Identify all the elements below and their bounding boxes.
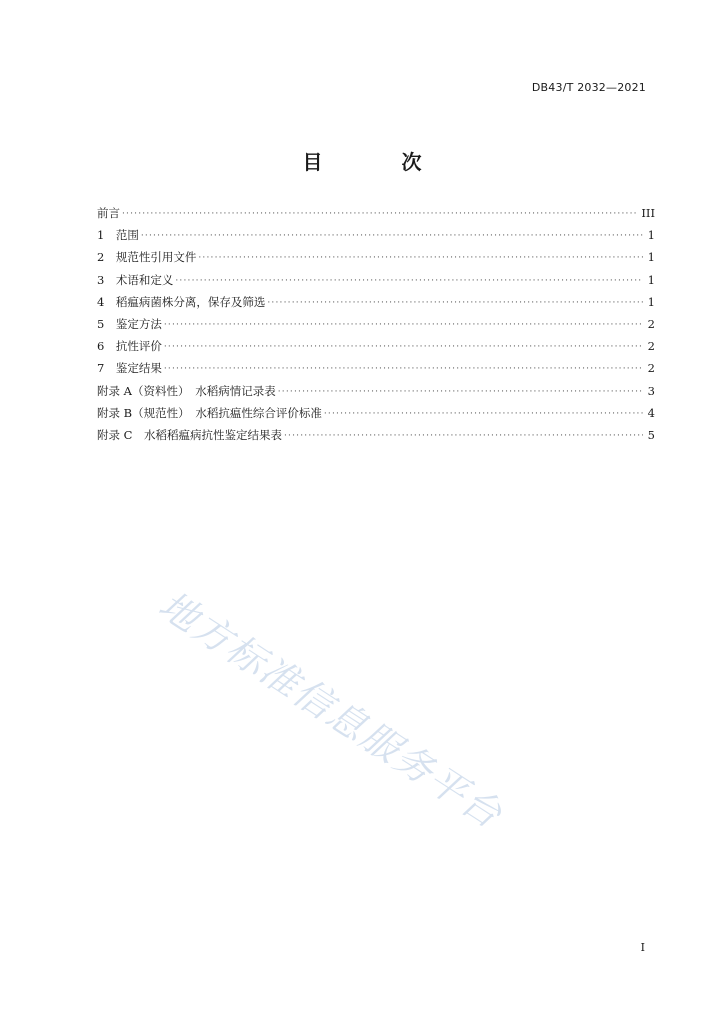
page-number: I <box>640 941 645 954</box>
toc-entry-foreword[interactable] <box>97 205 655 227</box>
toc-entry-page: 2 <box>647 361 655 376</box>
toc-leader-dots <box>164 365 643 374</box>
toc-leader-dots <box>141 232 643 241</box>
toc-entry-strain-isolation[interactable] <box>97 294 655 316</box>
toc-leader-dots <box>164 343 643 352</box>
toc-entry-label: 3 术语和定义 <box>97 272 174 287</box>
watermark: 地方标准信息服务平台 <box>151 582 511 838</box>
toc-entry-label: 附录 A（资料性） 水稻病情记录表 <box>97 383 276 398</box>
toc-entry-appendix-b[interactable] <box>97 405 655 427</box>
toc-entry-page: 2 <box>647 316 655 331</box>
toc-entry-label: 6 抗性评价 <box>97 339 162 354</box>
toc-leader-dots <box>164 321 643 330</box>
toc-leader-dots <box>284 432 643 441</box>
toc-entry-appendix-c[interactable] <box>97 427 655 449</box>
toc-entry-resistance-evaluation[interactable] <box>97 338 655 360</box>
toc-entry-appendix-a[interactable] <box>97 383 655 405</box>
toc-leader-dots <box>324 410 643 419</box>
toc-entry-page: 1 <box>647 228 655 243</box>
toc-entry-page: 1 <box>647 294 655 309</box>
toc-entry-page: 4 <box>647 405 655 420</box>
toc-entry-page: 1 <box>647 272 655 287</box>
toc-entry-page: III <box>641 206 655 220</box>
toc-entry-label: 2 规范性引用文件 <box>97 250 197 265</box>
toc-leader-dots <box>267 299 643 308</box>
toc-entry-label: 5 鉴定方法 <box>97 316 162 331</box>
toc-entry-page: 5 <box>647 427 655 442</box>
toc-entry-identification-method[interactable] <box>97 316 655 338</box>
table-of-contents <box>97 205 655 449</box>
toc-entry-label: 附录 C 水稻稻瘟病抗性鉴定结果表 <box>97 427 282 442</box>
document-code: DB43/T 2032—2021 <box>531 81 646 94</box>
toc-entry-label: 附录 B（规范性） 水稻抗瘟性综合评价标准 <box>97 405 322 420</box>
toc-entry-normative-references[interactable] <box>97 249 655 271</box>
toc-leader-dots <box>198 254 643 263</box>
toc-entry-page: 2 <box>647 339 655 354</box>
toc-entry-label: 前言 <box>97 206 120 220</box>
page-title: 目 次 <box>302 150 458 174</box>
toc-entry-label: 1 范围 <box>97 228 139 243</box>
toc-entry-label: 7 鉴定结果 <box>97 361 162 376</box>
toc-entry-terms-definitions[interactable] <box>97 272 655 294</box>
toc-entry-scope[interactable] <box>97 227 655 249</box>
toc-leader-dots <box>175 277 643 286</box>
toc-entry-label: 4 稻瘟病菌株分离，保存及筛选 <box>97 294 266 309</box>
toc-leader-dots <box>122 210 637 219</box>
toc-entry-page: 3 <box>647 383 655 398</box>
toc-entry-page: 1 <box>647 250 655 265</box>
toc-leader-dots <box>278 388 643 397</box>
toc-entry-identification-results[interactable] <box>97 360 655 382</box>
